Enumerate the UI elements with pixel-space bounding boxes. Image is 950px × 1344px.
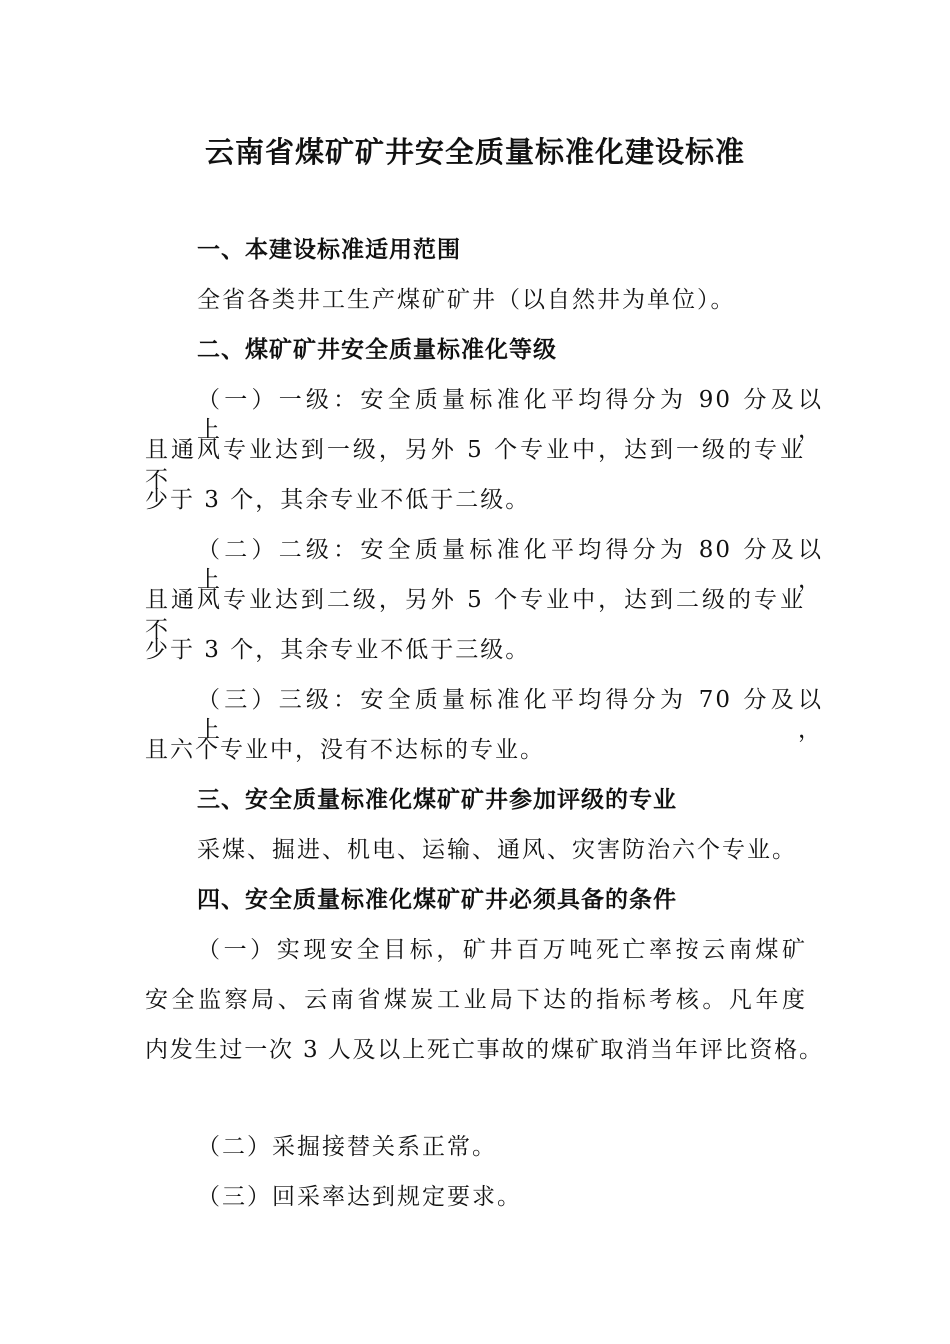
paragraph-line: 少于 3 个，其余专业不低于二级。 — [145, 487, 531, 513]
paragraph-line: 且六个专业中，没有不达标的专业。 — [145, 737, 545, 763]
paragraph-line: （一）一级：安全质量标准化平均得分为 90 分及以上， — [197, 387, 823, 443]
section-heading-4: 四、安全质量标准化煤矿矿井必须具备的条件 — [197, 886, 677, 913]
document-title: 云南省煤矿矿井安全质量标准化建设标准 — [204, 135, 745, 169]
paragraph-line: （一）实现安全目标，矿井百万吨死亡率按云南煤矿 — [197, 937, 807, 963]
paragraph-line: （三）三级：安全质量标准化平均得分为 70 分及以上， — [197, 687, 823, 743]
paragraph-line: 采煤、掘进、机电、运输、通风、灾害防治六个专业。 — [197, 837, 797, 863]
section-heading-1: 一、本建设标准适用范围 — [197, 236, 461, 263]
paragraph-line: 且通风专业达到二级，另外 5 个专业中，达到二级的专业不 — [145, 587, 805, 643]
paragraph-line: 内发生过一次 3 人及以上死亡事故的煤矿取消当年评比资格。 — [145, 1037, 823, 1063]
paragraph-line: 全省各类井工生产煤矿矿井（以自然井为单位）。 — [197, 287, 736, 313]
paragraph-line: （三）回采率达到规定要求。 — [197, 1184, 522, 1210]
section-heading-3: 三、安全质量标准化煤矿矿井参加评级的专业 — [197, 786, 677, 813]
paragraph-line: （二）采掘接替关系正常。 — [197, 1134, 497, 1160]
paragraph-line: （二）二级：安全质量标准化平均得分为 80 分及以上， — [197, 537, 823, 593]
paragraph-line: 少于 3 个，其余专业不低于三级。 — [145, 637, 531, 663]
paragraph-line: 且通风专业达到一级，另外 5 个专业中，达到一级的专业不 — [145, 437, 805, 493]
section-heading-2: 二、煤矿矿井安全质量标准化等级 — [197, 336, 557, 363]
paragraph-line: 安全监察局、云南省煤炭工业局下达的指标考核。凡年度 — [145, 987, 807, 1013]
